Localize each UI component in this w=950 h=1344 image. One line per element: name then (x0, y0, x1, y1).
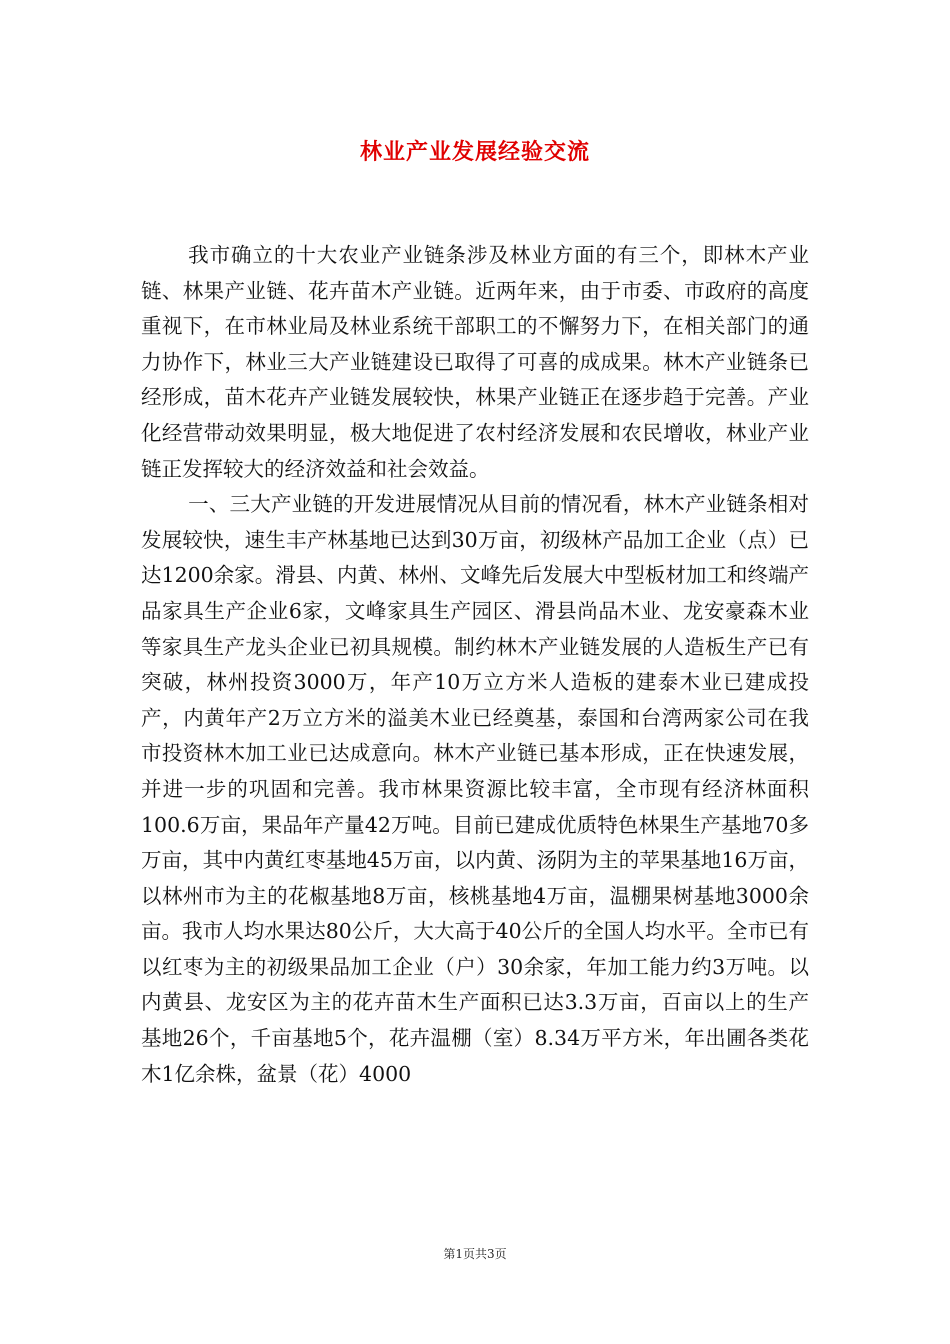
page-number: 第1页共3页 (443, 1247, 507, 1261)
paragraph-section-1: 一、三大产业链的开发进展情况从目前的情况看，林木产业链条相对发展较快，速生丰产林基地已达到30万亩，初级林产品加工企业（点）已达1200余家。滑县、内黄、林州、文峰先后发展大中型板材加工和终端产品家具生产企业6家，文峰家具生产园区、滑县尚品木业、龙安豪森木业等家具生产龙头企业已初具规模。制约林木产业链发展的人造板生产已有突破，林州投资3000万，年产10万立方米人造板的建泰木业已建成投产，内黄年产2万立方米的溢美木业已经奠基，泰国和台湾两家公司在我市投资林木加工业已达成意向。林木产业链已基本形成，正在快速发展，并进一步的巩固和完善。我市林果资源比较丰富，全市现有经济林面积100.6万亩，果品年产量42万吨。目前已建成优质特色林果生产基地70多万亩，其中内黄红枣基地45万亩，以内黄、汤阴为主的苹果基地16万亩，以林州市为主的花椒基地8万亩，核桃基地4万亩，温棚果树基地3000余亩。我市人均水果达80公斤，大大高于40公斤的全国人均水平。全市已有以红枣为主的初级果品加工企业（户）30余家，年加工能力约3万吨。以内黄县、龙安区为主的花卉苗木生产面积已达3.3万亩，百亩以上的生产基地26个，千亩基地5个，花卉温棚（室）8.34万平方米，年出圃各类花木1亿余株，盆景（花）4000 (141, 492, 809, 1086)
document-title: 林业产业发展经验交流 (359, 139, 590, 165)
document-body (141, 238, 809, 1092)
paragraph-intro: 我市确立的十大农业产业链条涉及林业方面的有三个，即林木产业链、林果产业链、花卉苗木产业链。近两年来，由于市委、市政府的高度重视下，在市林业局及林业系统干部职工的不懈努力下，在相关部门的通力协作下，林业三大产业链建设已取得了可喜的成成果。林木产业链条已经形成，苗木花卉产业链发展较快，林果产业链正在逐步趋于完善。产业化经营带动效果明显，极大地促进了农村经济发展和农民增收，林业产业链正发挥较大的经济效益和社会效益。 (141, 243, 809, 481)
